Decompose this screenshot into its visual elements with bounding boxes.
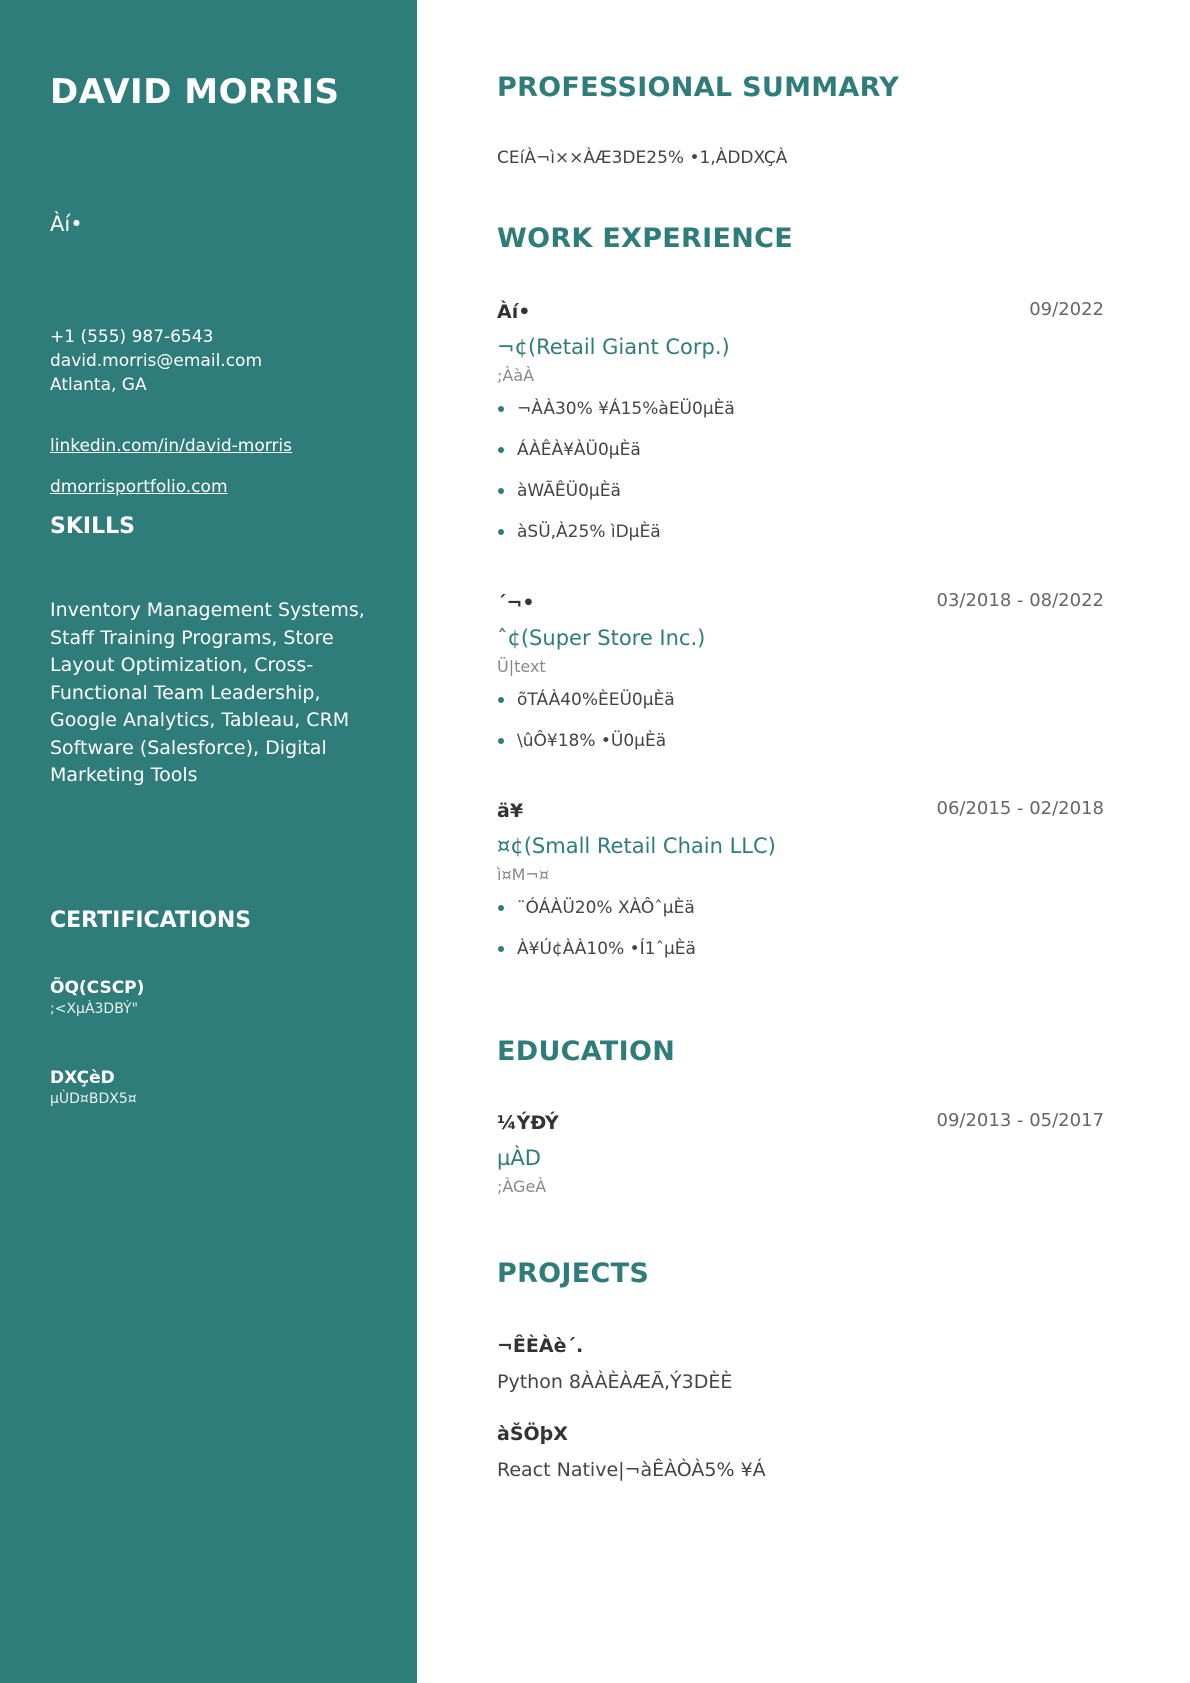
education-degree: ¼ÝÐÝ: [497, 1112, 559, 1134]
list-item: àSÜ,À25% ìDµÈä: [497, 520, 1104, 544]
project-entry: [497, 1333, 1104, 1395]
project-entry: [497, 1421, 1104, 1483]
job-bullets: [497, 688, 1104, 753]
job-location: ;ÀàÀ: [497, 366, 535, 385]
linkedin-link[interactable]: linkedin.com/in/david-morris: [50, 436, 293, 456]
job-company: ¬¢(Retail Giant Corp.): [497, 335, 730, 359]
job-date: 06/2015 - 02/2018: [936, 798, 1104, 819]
certifications-heading: CERTIFICATIONS: [50, 908, 252, 933]
job-location: Ü|text: [497, 657, 546, 676]
job-title: ä¥: [497, 800, 524, 822]
candidate-name: DAVID MORRIS: [50, 72, 340, 112]
experience-heading: WORK EXPERIENCE: [497, 223, 793, 254]
list-item: À¥Ú¢ÀÀ10% •Í1ˆµÈä: [497, 937, 1104, 961]
project-name: àŠÖþX: [497, 1423, 568, 1445]
main-content: [417, 0, 1190, 1683]
project-description: Python 8ÀÀÈÀÆÃ,Ý3DÈÈ: [497, 1371, 733, 1393]
project-description: React Native|¬àÊÀÒÀ5% ¥Á: [497, 1459, 766, 1481]
skills-heading: SKILLS: [50, 514, 135, 539]
job-title: ´¬•: [497, 592, 535, 614]
projects-heading: PROJECTS: [497, 1258, 650, 1289]
sidebar: [0, 0, 417, 1683]
education-date: 09/2013 - 05/2017: [936, 1110, 1104, 1131]
job-date: 03/2018 - 08/2022: [936, 590, 1104, 611]
education-location: ;ÀGeÀ: [497, 1177, 547, 1196]
contact-phone: +1 (555) 987-6543: [50, 327, 214, 347]
job-entry: [497, 590, 1104, 770]
skills-list: Inventory Management Systems, Staff Training Programs, Store Layout Optimization, Cross-Functional Team Leadership, Google Analytics, Tableau, CRM Software (Salesforce), Digital Marketing Tools: [50, 599, 365, 786]
job-entry: [497, 798, 1104, 978]
job-bullets: [497, 896, 1104, 961]
job-title: Àí•: [497, 301, 531, 323]
certification-item: [50, 1067, 137, 1109]
certification-name: ÕQ(CSCP): [50, 978, 145, 998]
education-entry: [497, 1110, 1104, 1198]
candidate-tagline: Àí•: [50, 212, 83, 236]
job-entry: [497, 299, 1104, 561]
certification-issuer: µÙD¤BDX5¤: [50, 1091, 137, 1107]
job-company: ˆ¢(Super Store Inc.): [497, 626, 706, 650]
job-date: 09/2022: [1029, 299, 1104, 320]
list-item: ¬ÀÀ30% ¥Á15%àEÜ0µÈä: [497, 397, 1104, 421]
list-item: õTÁÀ40%ÈEÜ0µÈä: [497, 688, 1104, 712]
contact-location: Atlanta, GA: [50, 375, 147, 395]
job-location: ì¤M¬¤: [497, 865, 550, 884]
education-school: µÀD: [497, 1146, 541, 1170]
contact-info: [50, 325, 262, 397]
summary-text: CEíÀ¬ì××ÀÆ3DE25% •1,ÀDDXÇÀ: [497, 148, 788, 168]
contact-email: david.morris@email.com: [50, 351, 263, 371]
profile-links: [50, 434, 292, 516]
portfolio-link[interactable]: dmorrisportfolio.com: [50, 477, 228, 497]
certification-issuer: ;<XµÀ3DBÝ": [50, 1001, 139, 1017]
education-heading: EDUCATION: [497, 1036, 676, 1067]
list-item: ÁÀÊÀ¥ÀÜ0µÈä: [497, 438, 1104, 462]
job-bullets: [497, 397, 1104, 544]
list-item: \ûÔ¥18% •Ü0µÈä: [497, 729, 1104, 753]
certification-item: [50, 977, 144, 1019]
summary-heading: PROFESSIONAL SUMMARY: [497, 72, 900, 103]
certification-name: DXÇèD: [50, 1068, 115, 1088]
job-company: ¤¢(Small Retail Chain LLC): [497, 834, 776, 858]
project-name: ¬ÊÈÀè´.: [497, 1335, 584, 1357]
list-item: ¨ÓÁÀÜ20% XÀÔˆµÈä: [497, 896, 1104, 920]
list-item: àWÃÊÜ0µÈä: [497, 479, 1104, 503]
